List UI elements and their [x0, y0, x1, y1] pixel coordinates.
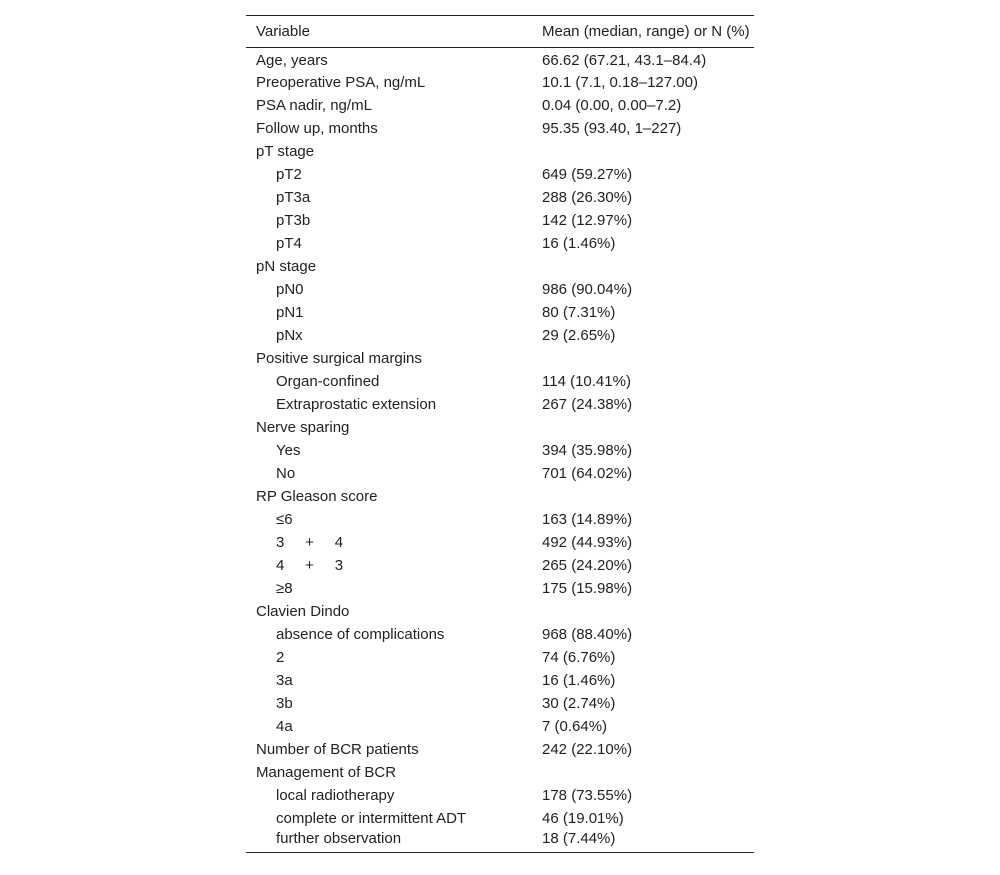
table-row	[246, 669, 754, 692]
header-variable: Variable	[256, 23, 310, 40]
table-row	[246, 117, 754, 140]
value-cell: 95.35 (93.40, 1–227)	[542, 119, 682, 137]
table-row	[246, 278, 754, 301]
variable-cell: pNx	[276, 326, 303, 344]
variable-cell: pN0	[276, 280, 304, 298]
table-row	[246, 48, 754, 71]
table-row	[246, 209, 754, 232]
table-row	[246, 94, 754, 117]
value-cell: 0.04 (0.00, 0.00–7.2)	[542, 96, 682, 114]
table-row	[246, 554, 754, 577]
value-cell: 18 (7.44%)	[542, 830, 616, 848]
table-row	[246, 692, 754, 715]
value-cell	[532, 761, 754, 784]
table-row	[246, 715, 754, 738]
variable-cell: Clavien Dindo	[256, 602, 350, 620]
value-cell: 701 (64.02%)	[542, 464, 633, 482]
patient-characteristics-table	[246, 15, 754, 853]
value-cell: 986 (90.04%)	[542, 280, 633, 298]
table-row	[246, 370, 754, 393]
variable-cell: pT4	[276, 234, 302, 252]
variable-cell: pN1	[276, 303, 304, 321]
table-row	[246, 623, 754, 646]
table-row	[246, 577, 754, 600]
variable-cell: absence of complications	[276, 625, 445, 643]
variable-cell: pT3b	[276, 211, 311, 229]
value-cell: 16 (1.46%)	[542, 234, 616, 252]
table-row	[246, 485, 754, 508]
value-cell	[532, 140, 754, 163]
value-cell: 163 (14.89%)	[542, 510, 633, 528]
variable-cell: pT stage	[256, 142, 315, 160]
variable-cell: 4a	[276, 717, 293, 735]
value-cell: 30 (2.74%)	[542, 694, 616, 712]
table-row	[246, 393, 754, 416]
table-row	[246, 784, 754, 807]
value-cell: 74 (6.76%)	[542, 648, 616, 666]
variable-cell: Yes	[276, 441, 301, 459]
variable-cell: complete or intermittent ADT	[276, 809, 467, 827]
value-cell: 267 (24.38%)	[542, 395, 633, 413]
value-cell: 242 (22.10%)	[542, 740, 633, 758]
value-cell: 142 (12.97%)	[542, 211, 633, 229]
patient-characteristics-table-container	[246, 15, 754, 853]
variable-cell: No	[276, 464, 296, 482]
value-cell: 265 (24.20%)	[542, 556, 633, 574]
variable-cell: Follow up, months	[256, 119, 378, 137]
table-row	[246, 508, 754, 531]
variable-cell: Organ-confined	[276, 372, 380, 390]
variable-cell: 4 + 3	[276, 556, 344, 574]
table-row	[246, 255, 754, 278]
table-row	[246, 163, 754, 186]
value-cell: 16 (1.46%)	[542, 671, 616, 689]
variable-cell: Nerve sparing	[256, 418, 350, 436]
value-cell: 178 (73.55%)	[542, 786, 633, 804]
value-cell	[532, 347, 754, 370]
table-row	[246, 301, 754, 324]
table-row	[246, 439, 754, 462]
table-row	[246, 232, 754, 255]
value-cell: 7 (0.64%)	[542, 717, 608, 735]
variable-cell: Extraprostatic extension	[276, 395, 437, 413]
table-row	[246, 807, 754, 830]
value-cell	[532, 416, 754, 439]
variable-cell: 3 + 4	[276, 533, 344, 551]
variable-cell: 2	[276, 648, 285, 666]
variable-cell: RP Gleason score	[256, 487, 378, 505]
variable-cell: Management of BCR	[256, 763, 397, 781]
table-header	[246, 16, 754, 48]
variable-cell: Positive surgical margins	[256, 349, 422, 367]
table-body	[246, 48, 754, 853]
variable-cell: pT3a	[276, 188, 311, 206]
table-row	[246, 830, 754, 853]
table-row	[246, 186, 754, 209]
table-row	[246, 71, 754, 94]
value-cell: 66.62 (67.21, 43.1–84.4)	[542, 51, 707, 69]
table-row	[246, 761, 754, 784]
table-row	[246, 347, 754, 370]
value-cell: 649 (59.27%)	[542, 165, 633, 183]
table-row	[246, 531, 754, 554]
table-row	[246, 600, 754, 623]
variable-cell: ≥8	[276, 579, 293, 597]
variable-cell: ≤6	[276, 510, 293, 528]
table-row	[246, 324, 754, 347]
value-cell: 968 (88.40%)	[542, 625, 633, 643]
variable-cell: further observation	[276, 830, 402, 848]
variable-cell: PSA nadir, ng/mL	[256, 96, 372, 114]
value-cell	[532, 485, 754, 508]
variable-cell: pT2	[276, 165, 302, 183]
value-cell: 114 (10.41%)	[542, 372, 631, 390]
header-value: Mean (median, range) or N (%)	[542, 23, 750, 40]
table-row	[246, 646, 754, 669]
variable-cell: local radiotherapy	[276, 786, 395, 804]
value-cell: 394 (35.98%)	[542, 441, 633, 459]
header-row	[246, 16, 754, 48]
value-cell	[532, 600, 754, 623]
variable-cell: pN stage	[256, 257, 317, 275]
value-cell	[532, 255, 754, 278]
value-cell: 288 (26.30%)	[542, 188, 633, 206]
value-cell: 80 (7.31%)	[542, 303, 616, 321]
value-cell: 10.1 (7.1, 0.18–127.00)	[542, 73, 698, 91]
variable-cell: 3a	[276, 671, 293, 689]
value-cell: 492 (44.93%)	[542, 533, 633, 551]
variable-cell: 3b	[276, 694, 293, 712]
value-cell: 46 (19.01%)	[542, 809, 624, 827]
table-row	[246, 140, 754, 163]
table-row	[246, 416, 754, 439]
value-cell: 29 (2.65%)	[542, 326, 616, 344]
value-cell: 175 (15.98%)	[542, 579, 633, 597]
variable-cell: Number of BCR patients	[256, 740, 419, 758]
table-row	[246, 462, 754, 485]
variable-cell: Age, years	[256, 51, 328, 69]
variable-cell: Preoperative PSA, ng/mL	[256, 73, 426, 91]
table-row	[246, 738, 754, 761]
